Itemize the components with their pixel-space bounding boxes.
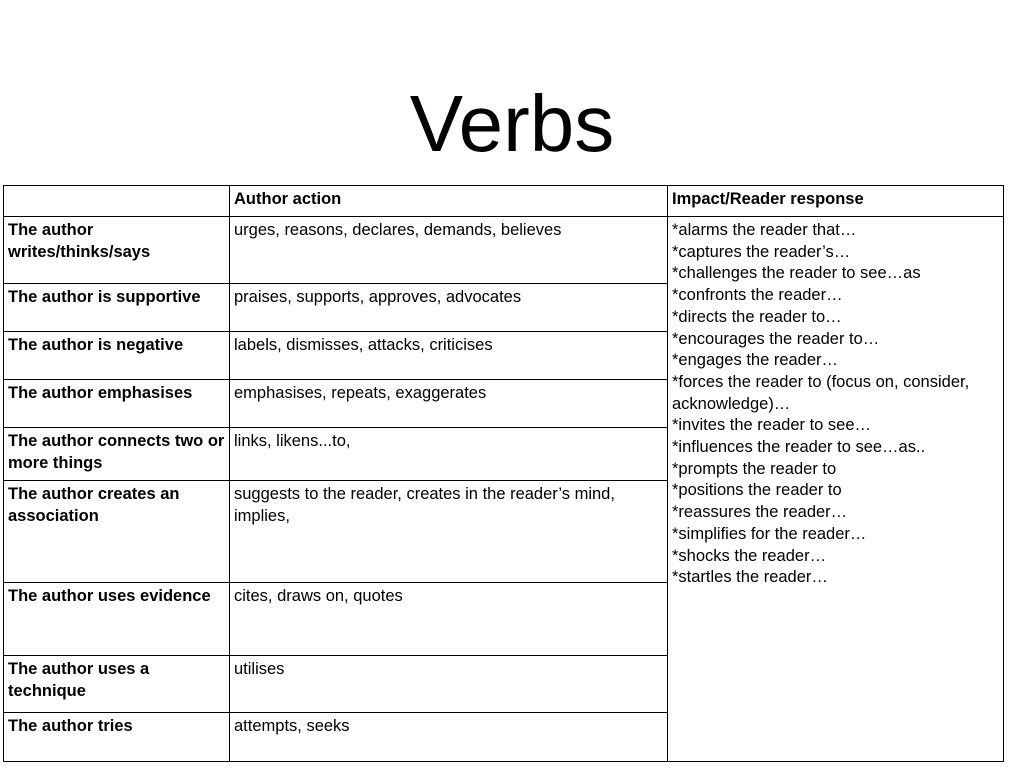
row-action: utilises [230,656,668,713]
row-label: The author uses a technique [4,656,230,713]
header-author-action: Author action [230,186,668,217]
impact-item: *shocks the reader… [672,546,827,565]
impact-item: *invites the reader to see… [672,416,872,435]
impact-item: *confronts the reader… [672,286,843,305]
row-action: attempts, seeks [230,713,668,762]
row-label: The author uses evidence [4,583,230,656]
header-blank-cell [4,186,230,217]
row-label: The author connects two or more things [4,428,230,481]
impact-item: *reassures the reader… [672,503,848,522]
impact-item: *forces the reader to (focus on, consider, acknowledge)… [672,372,970,413]
row-label: The author creates an association [4,481,230,583]
impact-item: *influences the reader to see…as.. [672,438,926,457]
impact-item: *simplifies for the reader… [672,524,867,543]
verbs-table [3,185,1004,762]
row-label: The author is negative [4,332,230,380]
impact-item: *positions the reader to [672,481,842,500]
row-label: The author tries [4,713,230,762]
slide-title: Verbs [409,79,615,168]
row-action: links, likens...to, [230,428,668,481]
impact-item: *encourages the reader to… [672,329,880,348]
table-row [4,217,1004,284]
row-label: The author is supportive [4,284,230,332]
row-action: emphasises, repeats, exaggerates [230,380,668,428]
impact-item: *startles the reader… [672,568,828,587]
header-row [4,186,1004,217]
impact-item: *engages the reader… [672,351,839,370]
impact-item: *alarms the reader that… [672,221,857,239]
row-action: cites, draws on, quotes [230,583,668,656]
row-action: labels, dismisses, attacks, criticises [230,332,668,380]
row-action: suggests to the reader, creates in the reader’s mind, implies, [230,481,668,583]
impact-cell [668,217,1004,762]
row-label: The author emphasises [4,380,230,428]
row-action: praises, supports, approves, advocates [230,284,668,332]
row-action: urges, reasons, declares, demands, believes [230,217,668,284]
impact-item: *directs the reader to… [672,307,842,326]
impact-item: *captures the reader’s… [672,242,851,261]
header-impact-reader-response: Impact/Reader response [668,186,1004,217]
impact-item: *prompts the reader to [672,459,837,478]
row-label: The author writes/thinks/says [4,217,230,284]
impact-item: *challenges the reader to see…as [672,264,921,283]
